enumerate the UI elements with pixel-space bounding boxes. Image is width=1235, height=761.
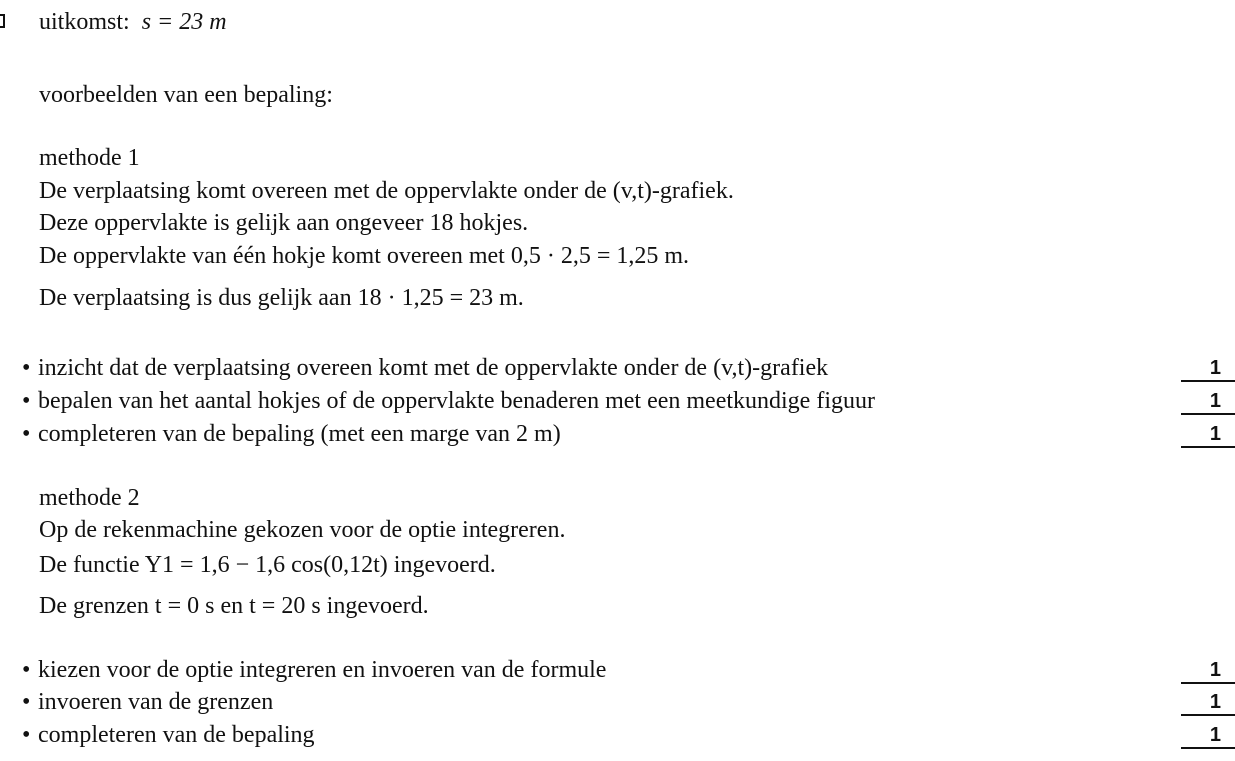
method2-line: Op de rekenmachine gekozen voor de optie integreren.: [39, 517, 566, 543]
method1-line: De verplaatsing is dus gelijk aan 18 · 1,25 = 23 m.: [39, 285, 524, 311]
method1-title: methode 1: [39, 145, 140, 171]
criterion-row: [22, 656, 606, 684]
criterion-score: 1: [1181, 422, 1235, 448]
result-line: [39, 8, 227, 36]
bullet-icon: •: [22, 722, 31, 748]
bullet-icon: •: [22, 657, 31, 683]
criterion-text: invoeren van de grenzen: [38, 689, 274, 715]
method1-line: De verplaatsing komt overeen met de oppervlakte onder de (v,t)-grafiek.: [39, 178, 734, 204]
criterion-text: kiezen voor de optie integreren en invoeren van de formule: [38, 657, 607, 683]
criterion-score: 1: [1181, 658, 1235, 684]
criterion-score: 1: [1181, 690, 1235, 716]
method2-line: De grenzen t = 0 s en t = 20 s ingevoerd.: [39, 593, 429, 619]
method1-line: Deze oppervlakte is gelijk aan ongeveer 18 hokjes.: [39, 210, 529, 236]
criterion-row: [22, 688, 273, 716]
criterion-text: completeren van de bepaling (met een marge van 2 m): [38, 421, 561, 447]
bullet-icon: •: [22, 689, 31, 715]
criterion-row: [22, 420, 561, 448]
result-label: uitkomst:: [39, 9, 130, 35]
criterion-row: [22, 387, 875, 415]
criterion-score: 1: [1181, 356, 1235, 382]
result-formula: s = 23 m: [141, 9, 227, 35]
bullet-icon: •: [22, 355, 31, 381]
method1-line: De oppervlakte van één hokje komt overeen met 0,5 · 2,5 = 1,25 m.: [39, 243, 690, 269]
criterion-score: 1: [1181, 723, 1235, 749]
checkbox-marker: [0, 14, 5, 28]
method2-title: methode 2: [39, 485, 140, 511]
bullet-icon: •: [22, 388, 31, 414]
criterion-text: completeren van de bepaling: [38, 722, 315, 748]
criterion-row: [22, 354, 828, 382]
bullet-icon: •: [22, 421, 31, 447]
intro-text: voorbeelden van een bepaling:: [39, 82, 333, 108]
criterion-score: 1: [1181, 389, 1235, 415]
criterion-text: inzicht dat de verplaatsing overeen komt met de oppervlakte onder de (v,t)-grafiek: [38, 355, 829, 381]
criterion-row: [22, 721, 315, 749]
method2-line: De functie Y1 = 1,6 − 1,6 cos(0,12t) ingevoerd.: [39, 552, 496, 578]
criterion-text: bepalen van het aantal hokjes of de oppervlakte benaderen met een meetkundige figuur: [38, 388, 875, 414]
